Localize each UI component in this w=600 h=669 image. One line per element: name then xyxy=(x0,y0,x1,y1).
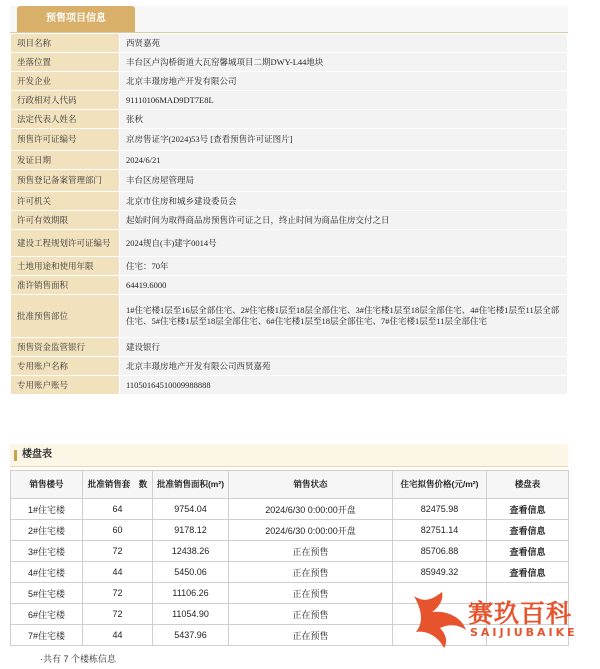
info-row xyxy=(11,72,568,91)
info-row xyxy=(11,110,568,129)
info-key: 项目名称 xyxy=(11,34,120,53)
building-column-header: 销售楼号 xyxy=(11,471,83,499)
info-value-text: 张秋 xyxy=(126,113,144,124)
presale-info-table xyxy=(10,33,568,395)
info-key: 预售资金监管银行 xyxy=(11,338,120,357)
building-column-header: 批准销售套 数 xyxy=(83,471,153,499)
building-row xyxy=(11,562,569,583)
info-key: 专用账户账号 xyxy=(11,376,120,395)
building-status-cell: 正在预售 xyxy=(229,562,393,583)
info-value xyxy=(120,91,568,110)
info-row xyxy=(11,338,568,357)
view-license-image-link[interactable]: [查看预售许可证图片] xyxy=(210,134,293,144)
building-status-cell: 2024/6/30 0:00:00开盘 xyxy=(229,499,393,520)
building-name-cell: 6#住宅楼 xyxy=(11,604,83,625)
building-price-cell: 85949.32 xyxy=(393,562,487,583)
building-price-cell: 85706.88 xyxy=(393,541,487,562)
info-value-text: 丰台区房屋管理局 xyxy=(126,175,195,185)
info-key: 准许销售面积 xyxy=(11,276,120,295)
info-row xyxy=(11,357,568,376)
building-name-cell: 1#住宅楼 xyxy=(11,499,83,520)
building-status-cell: 2024/6/30 0:00:00开盘 xyxy=(229,520,393,541)
view-info-link[interactable]: 查看信息 xyxy=(487,499,569,520)
info-value-text: 1#住宅楼1层至16层全部住宅、2#住宅楼1层至18层全部住宅、3#住宅楼1层至18层全部住宅、4#住宅楼1层至11层全部住宅、5#住宅楼1层至18层全部住宅、6#住宅楼1层至18层全部住宅、7#住宅楼1层至11层全部住宅 xyxy=(126,305,560,326)
info-key: 发证日期 xyxy=(11,151,120,170)
info-value xyxy=(120,170,568,192)
info-value xyxy=(120,129,568,151)
info-value-text: 起始时间为取得商品房预售许可证之日，终止时间为商品住房交付之日 xyxy=(126,214,390,225)
info-value xyxy=(120,257,568,276)
info-value-text: 11050164510009988888 xyxy=(126,379,211,390)
building-column-header: 销售状态 xyxy=(229,471,393,499)
building-status-cell: 正在预售 xyxy=(229,604,393,625)
info-value-text: 京房售证字(2024)53号 xyxy=(126,134,209,144)
info-value xyxy=(120,357,568,376)
info-row xyxy=(11,53,568,72)
building-column-header: 住宅拟售价格(元/m²) xyxy=(393,471,487,499)
building-area-cell: 11054.90 xyxy=(153,604,229,625)
info-value-text: 丰台区卢沟桥街道大瓦窑馨城项目二期DWY-L44地块 xyxy=(126,56,324,67)
info-row xyxy=(11,151,568,170)
building-price-cell: 82475.98 xyxy=(393,499,487,520)
info-value-text: 住宅：70年 xyxy=(126,260,169,271)
building-units-cell: 44 xyxy=(83,562,153,583)
info-row xyxy=(11,276,568,295)
info-value-text: 西贤嘉苑 xyxy=(126,37,161,48)
building-area-cell: 5450.06 xyxy=(153,562,229,583)
info-key: 土地用途和使用年限 xyxy=(11,257,120,276)
info-key: 预售登记备案管理部门 xyxy=(11,170,120,192)
building-section-header xyxy=(10,444,568,467)
building-count-text: ·共有 7 个楼栋信息 xyxy=(40,654,117,664)
building-column-header: 楼盘表 xyxy=(487,471,569,499)
tab-presale-info[interactable]: 预售项目信息 xyxy=(17,6,135,32)
info-key: 坐落位置 xyxy=(11,53,120,72)
view-info-link[interactable]: 查看信息 xyxy=(487,520,569,541)
building-units-cell: 64 xyxy=(83,499,153,520)
building-row xyxy=(11,499,569,520)
info-value-text: 北京市住房和城乡建设委员会 xyxy=(126,195,237,206)
info-key: 建设工程规划许可证编号 xyxy=(11,230,120,257)
info-row xyxy=(11,257,568,276)
info-row xyxy=(11,192,568,211)
info-key: 专用账户名称 xyxy=(11,357,120,376)
info-value xyxy=(120,110,568,129)
info-value-text: 2024/6/21 xyxy=(126,154,161,165)
building-status-cell: 正在预售 xyxy=(229,625,393,646)
info-key: 开发企业 xyxy=(11,72,120,91)
info-value xyxy=(120,338,568,357)
building-name-cell: 7#住宅楼 xyxy=(11,625,83,646)
watermark-cn-text: 赛玖百科 xyxy=(468,599,573,628)
building-units-cell: 72 xyxy=(83,583,153,604)
building-price-cell: 82751.14 xyxy=(393,520,487,541)
info-row xyxy=(11,170,568,192)
building-name-cell: 4#住宅楼 xyxy=(11,562,83,583)
section-tab-bar xyxy=(10,6,568,33)
info-row xyxy=(11,230,568,257)
view-info-link[interactable]: 查看信息 xyxy=(487,541,569,562)
watermark-en-text: SAIJIUBAIKE xyxy=(470,626,578,639)
building-area-cell: 12438.26 xyxy=(153,541,229,562)
info-value-text: 2024规自(丰)建字0014号 xyxy=(126,237,217,248)
info-key: 许可机关 xyxy=(11,192,120,211)
building-area-cell: 11106.26 xyxy=(153,583,229,604)
view-info-link[interactable]: 查看信息 xyxy=(487,562,569,583)
building-row xyxy=(11,541,569,562)
info-value-text: 建设银行 xyxy=(126,341,161,352)
building-status-cell: 正在预售 xyxy=(229,541,393,562)
info-row xyxy=(11,129,568,151)
info-key: 许可有效期限 xyxy=(11,211,120,230)
building-name-cell: 3#住宅楼 xyxy=(11,541,83,562)
info-key: 批准预售部位 xyxy=(11,295,120,338)
building-area-cell: 9178.12 xyxy=(153,520,229,541)
info-value xyxy=(120,230,568,257)
building-status-cell: 正在预售 xyxy=(229,583,393,604)
info-value-text: 北京丰璟房地产开发有限公司 xyxy=(126,75,237,86)
info-key: 预售许可证编号 xyxy=(11,129,120,151)
info-value xyxy=(120,72,568,91)
info-value xyxy=(120,192,568,211)
building-name-cell: 5#住宅楼 xyxy=(11,583,83,604)
info-value xyxy=(120,376,568,395)
building-units-cell: 72 xyxy=(83,604,153,625)
info-key: 法定代表人姓名 xyxy=(11,110,120,129)
info-value-text: 64419.6000 xyxy=(126,279,167,290)
building-area-cell: 9754.04 xyxy=(153,499,229,520)
info-row xyxy=(11,376,568,395)
info-value-text: 北京丰璟房地产开发有限公司西贤嘉苑 xyxy=(126,360,271,371)
building-area-cell: 5437.96 xyxy=(153,625,229,646)
info-value xyxy=(120,34,568,53)
info-row xyxy=(11,211,568,230)
building-units-cell: 72 xyxy=(83,541,153,562)
info-row xyxy=(11,295,568,338)
building-row xyxy=(11,520,569,541)
info-value xyxy=(120,151,568,170)
building-column-header: 批准销售面积(m²) xyxy=(153,471,229,499)
info-key: 行政相对人代码 xyxy=(11,91,120,110)
watermark-logo xyxy=(408,590,600,650)
info-value-text: 91110106MAD9DT7E8L xyxy=(126,94,214,105)
info-row xyxy=(11,91,568,110)
building-units-cell: 60 xyxy=(83,520,153,541)
info-value xyxy=(120,276,568,295)
building-section-title: 楼盘表 xyxy=(22,449,52,460)
info-value xyxy=(120,53,568,72)
info-value xyxy=(120,211,568,230)
info-value xyxy=(120,295,568,338)
fish-logo-icon xyxy=(408,590,472,650)
info-row xyxy=(11,34,568,53)
building-name-cell: 2#住宅楼 xyxy=(11,520,83,541)
building-units-cell: 44 xyxy=(83,625,153,646)
section-marker xyxy=(14,450,17,461)
